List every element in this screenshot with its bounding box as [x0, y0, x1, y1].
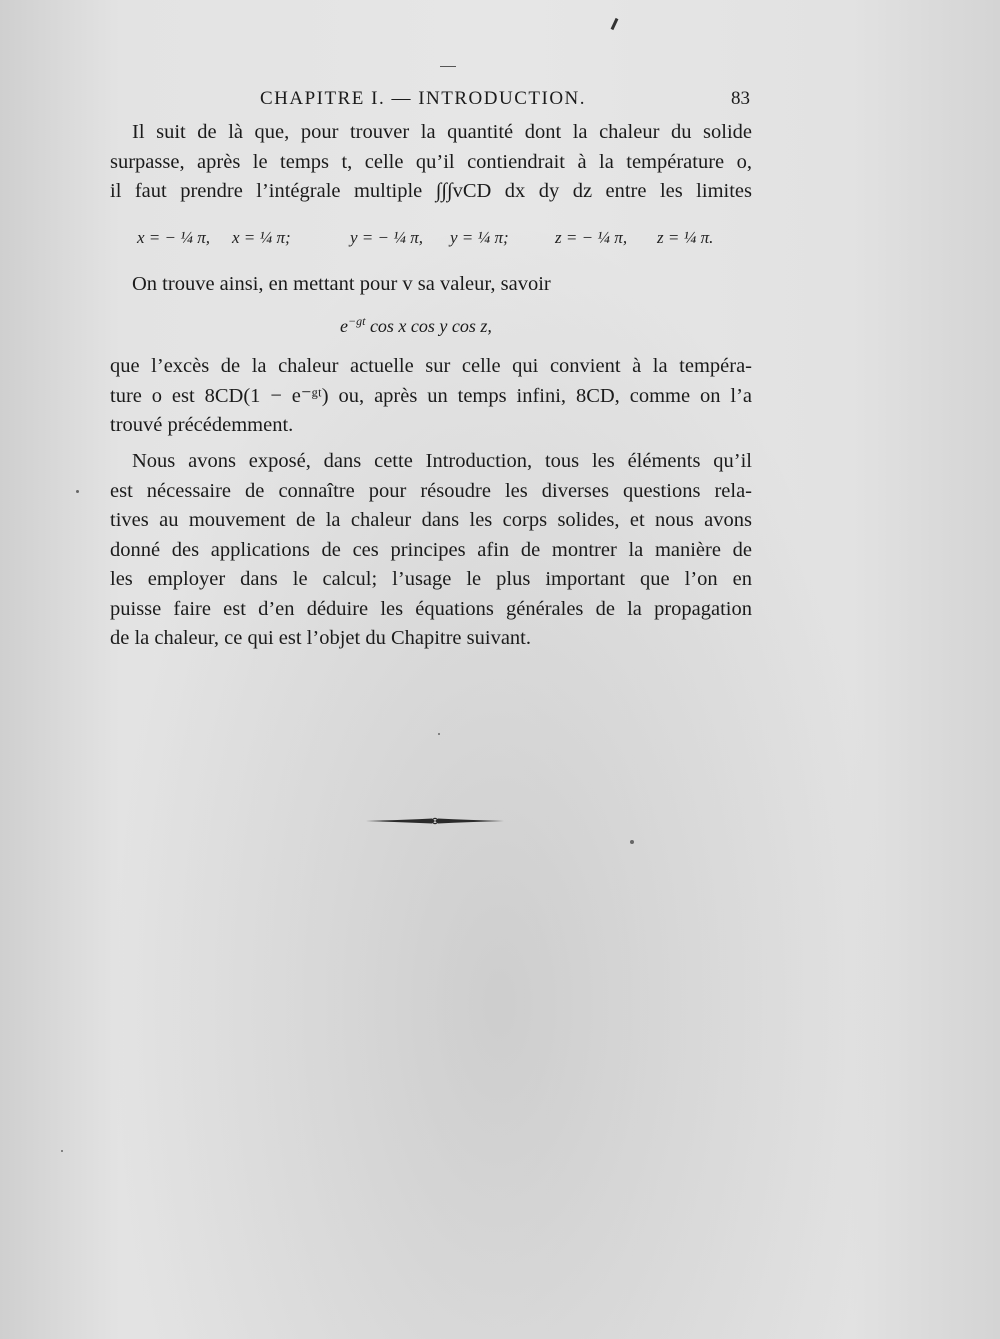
paragraph-4-line-3: tives au mouvement de la chaleur dans les corps solides, et nous avons	[110, 509, 752, 531]
ornamental-rule-icon	[366, 817, 504, 825]
paragraph-4-line-4: donné des applications de ces principes afin de montrer la manière de	[110, 538, 752, 561]
limit-z-lower: z = − ¼ π,	[555, 228, 628, 247]
formula-rest: cos x cos y cos z,	[369, 316, 492, 336]
paragraph-3	[110, 352, 752, 441]
formula-base: e	[340, 316, 348, 336]
paragraph-3-line-1: que l’excès de la chaleur actuelle sur celle qui convient à la tempéra-	[110, 355, 752, 377]
running-head	[260, 88, 750, 112]
paragraph-2	[110, 270, 752, 300]
paragraph-2-line-1: On trouve ainsi, en mettant pour v sa valeur, savoir	[132, 273, 551, 295]
paragraph-4-line-6: puisse faire est d’en déduire les équations générales de la propagation	[110, 597, 752, 620]
ink-mark	[611, 18, 619, 30]
paragraph-4	[110, 447, 752, 654]
paragraph-3-line-2: ture o est 8CD(1 − e⁻ᵍᵗ) ou, après un temps infini, 8CD, comme on l’a	[110, 384, 752, 407]
paragraph-4-line-7: de la chaleur, ce qui est l’objet du Chapitre suivant.	[110, 627, 532, 649]
paper-speck	[76, 490, 79, 493]
paragraph-4-line-1: Nous avons exposé, dans cette Introduction, tous les éléments qu’il	[132, 450, 752, 472]
paper-speck	[61, 1150, 63, 1152]
paragraph-4-line-2: est nécessaire de connaître pour résoudre les diverses questions rela-	[110, 479, 752, 502]
paragraph-1-line-3: il faut prendre l’intégrale multiple ∫∫∫vCD dx dy dz entre les limites	[110, 180, 752, 202]
paper-speck	[630, 840, 634, 844]
paragraph-3-line-3: trouvé précédemment.	[110, 414, 294, 436]
paragraph-1-line-2: surpasse, après le temps t, celle qu’il contiendrait à la température o,	[110, 150, 752, 173]
paragraph-1	[110, 118, 752, 207]
page-number: 83	[731, 88, 750, 109]
paragraph-1-line-1: Il suit de là que, pour trouver la quantité dont la chaleur du solide	[132, 121, 752, 143]
chapter-title: CHAPITRE I. — INTRODUCTION.	[260, 88, 587, 109]
temperature-formula	[340, 314, 492, 337]
limit-y-lower: y = − ¼ π,	[350, 228, 424, 247]
paper-speck	[438, 733, 440, 735]
limit-z-upper: z = ¼ π.	[657, 228, 714, 247]
limit-y-upper: y = ¼ π;	[450, 228, 509, 247]
paragraph-4-line-5: les employer dans le calcul; l’usage le plus important que l’on en	[110, 568, 752, 590]
ink-dash	[440, 66, 456, 67]
limit-x-upper: x = ¼ π;	[232, 228, 291, 247]
formula-exponent: −gt	[348, 314, 366, 328]
integration-limits	[137, 228, 737, 254]
limit-x-lower: x = − ¼ π,	[137, 228, 211, 247]
